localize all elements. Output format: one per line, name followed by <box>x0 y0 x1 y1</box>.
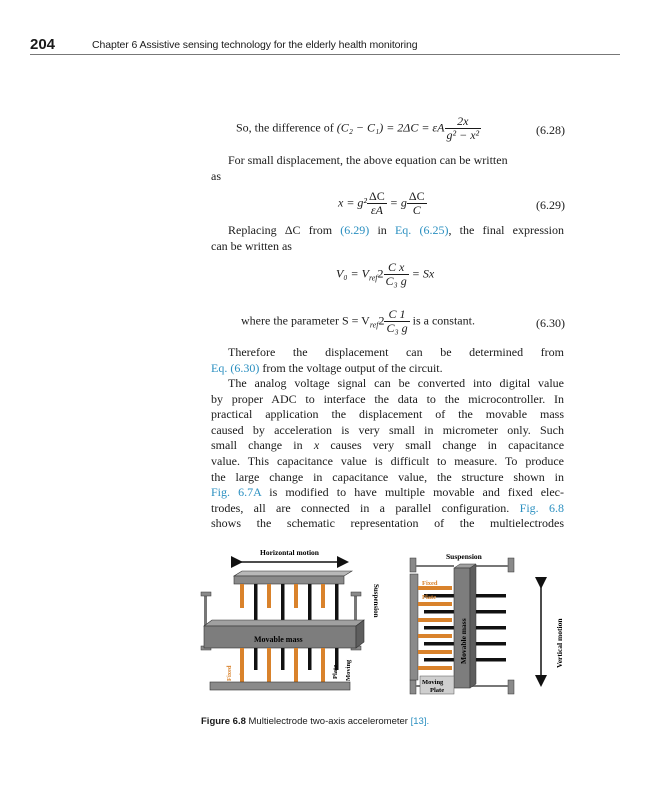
eq629-frac1 <box>367 190 387 217</box>
p1-line-2: as <box>211 168 221 183</box>
eqv0-lhs: V₀ = V <box>336 266 369 281</box>
p4-line-4: caused by acceleration is very small in micrometer only. Such <box>211 422 564 437</box>
caption-label: Figure 6.8 <box>201 716 246 727</box>
eq630-two: 2 <box>378 313 385 328</box>
p4-line-1: The analog voltage signal can be converted into digital value <box>228 376 564 390</box>
left-top-fixed-bar <box>234 576 344 584</box>
p3-text: from the voltage output of the circuit. <box>262 360 443 375</box>
eq628-label: (6.28) <box>536 123 565 137</box>
left-bottom-fixed-bar <box>210 682 350 690</box>
eqv0-two: 2 <box>377 266 384 281</box>
figure-caption <box>201 716 429 727</box>
eq630-label: (6.30) <box>536 316 565 330</box>
label-right-moving: Moving <box>422 679 444 686</box>
p4-line-8 <box>211 485 564 501</box>
eq628-lead: So, the difference of <box>236 120 334 135</box>
p4-l5a: small change in <box>211 438 303 453</box>
eqv0-frac <box>384 261 409 288</box>
page-number: 204 <box>30 36 56 53</box>
p4-l9: trodes, all are connected in a parallel configuration. <box>211 500 510 515</box>
label-left-suspension: Suspension <box>372 584 380 618</box>
p3-link-eq630[interactable]: Eq. (6.30) <box>211 360 260 375</box>
eqv0-num: C x <box>384 261 409 275</box>
label-right-plate-1: Plate <box>422 594 437 601</box>
caption-ref-link[interactable]: [13]. <box>410 716 430 727</box>
p2-link-eq625[interactable]: Eq. (6.25) <box>394 223 449 237</box>
p3-line-2 <box>211 361 564 377</box>
eq629-mid: = g <box>389 195 407 210</box>
label-vertical-motion: Vertical motion <box>555 618 564 668</box>
eq629-f1num: ΔC <box>369 189 385 203</box>
p4-line-2: by proper ADC to interface the data to the microcontroller. In <box>211 391 564 406</box>
label-right-suspension: Suspension <box>446 552 482 561</box>
accelerometer-diagram <box>196 546 576 714</box>
p2-line-2: can be written as <box>211 238 292 253</box>
p1-line-1: For small displacement, the above equation can be written <box>228 153 508 167</box>
right-fixed-frame <box>410 574 418 680</box>
p2-line-1 <box>211 223 564 239</box>
eq630-lead: where the parameter S = V <box>241 313 370 328</box>
eq629-f2den: C <box>412 203 421 217</box>
p4-line-5 <box>211 438 564 454</box>
eq630-den: C₃ g <box>386 321 408 335</box>
left-diagram <box>201 548 380 690</box>
eq628-expr: (C₂ − C₁) = 2ΔC = εA <box>336 120 445 135</box>
p4-line-6: value. This capacitance value is difficult to measure. To produce <box>211 453 564 468</box>
running-head <box>30 34 620 54</box>
p4-link-fig68[interactable]: Fig. 6.8 <box>519 500 564 515</box>
eq629-f2num: ΔC <box>408 189 425 203</box>
paragraph-analog-voltage <box>211 376 564 532</box>
eq630-num: C 1 <box>384 308 409 322</box>
p2-text-c: , the final expression <box>448 223 565 237</box>
p4-line-7: the large change in capacitance value, the structure shown in <box>211 469 564 484</box>
p4-l5b: causes very small change in capacitance <box>330 438 565 453</box>
figure-6-8 <box>196 546 576 714</box>
p4-l5x: x <box>313 438 320 453</box>
equation-6-30 <box>241 308 475 335</box>
p2-link-eq629[interactable]: (6.29) <box>340 223 370 237</box>
right-moving-fingers <box>476 594 506 662</box>
eq629-f1den: εA <box>370 203 383 217</box>
eq628-den: g² − x² <box>446 128 480 142</box>
p4-link-fig67a[interactable]: Fig. 6.7A <box>211 485 262 500</box>
eq630-frac <box>384 308 409 335</box>
caption-text: Multielectrode two-axis accelerometer <box>248 716 408 727</box>
equation-6-28 <box>236 115 481 142</box>
paragraph-therefore <box>211 345 564 376</box>
eq630-sub: ref <box>369 320 379 330</box>
label-right-plate-2: Plate <box>430 687 445 694</box>
paragraph-small-displacement <box>211 153 564 184</box>
p2-text-a: Replacing ΔC from <box>228 223 333 237</box>
header-rule <box>30 54 620 55</box>
label-left-plate-1: Plate <box>239 664 246 679</box>
right-diagram <box>410 552 564 694</box>
label-horizontal-motion: Horizontal motion <box>260 548 319 557</box>
p4-line-10: shows the schematic representation of the multielectrodes <box>211 516 564 531</box>
p4-line-3: practical application the displacement of the movable mass <box>211 407 564 422</box>
eq629-frac2 <box>407 190 427 217</box>
left-upper-electrodes <box>240 584 339 620</box>
p3-line-1: Therefore the displacement can be determined from <box>228 345 564 359</box>
label-left-plate-2: Plate <box>332 664 339 679</box>
p2-text-b: in <box>377 223 387 237</box>
equation-v0 <box>336 261 434 288</box>
eq630-tail: is a constant. <box>412 313 475 328</box>
eqv0-rhs: = Sx <box>411 266 435 281</box>
p4-l8: is modified to have multiple movable and fixed elec- <box>269 485 565 500</box>
eq628-fraction <box>445 115 482 142</box>
label-right-fixed: Fixed <box>422 580 438 587</box>
eqv0-sub: ref <box>368 273 378 283</box>
label-left-moving: Moving <box>345 659 352 681</box>
running-title: Chapter 6 Assistive sensing technology for the elderly health monitoring <box>92 39 418 51</box>
eq628-num: 2x <box>445 115 482 129</box>
label-right-movable-mass: Movable mass <box>459 618 468 664</box>
label-left-movable-mass: Movable mass <box>254 635 303 644</box>
eq629-lhs: x = g² <box>338 195 368 210</box>
paragraph-replacing <box>211 223 564 254</box>
eq629-label: (6.29) <box>536 198 565 212</box>
p4-line-9 <box>211 501 564 517</box>
eqv0-den: C₃ g <box>385 274 407 288</box>
equation-6-29 <box>338 190 427 217</box>
left-lower-electrodes <box>240 648 339 682</box>
label-left-fixed: Fixed <box>226 665 233 681</box>
